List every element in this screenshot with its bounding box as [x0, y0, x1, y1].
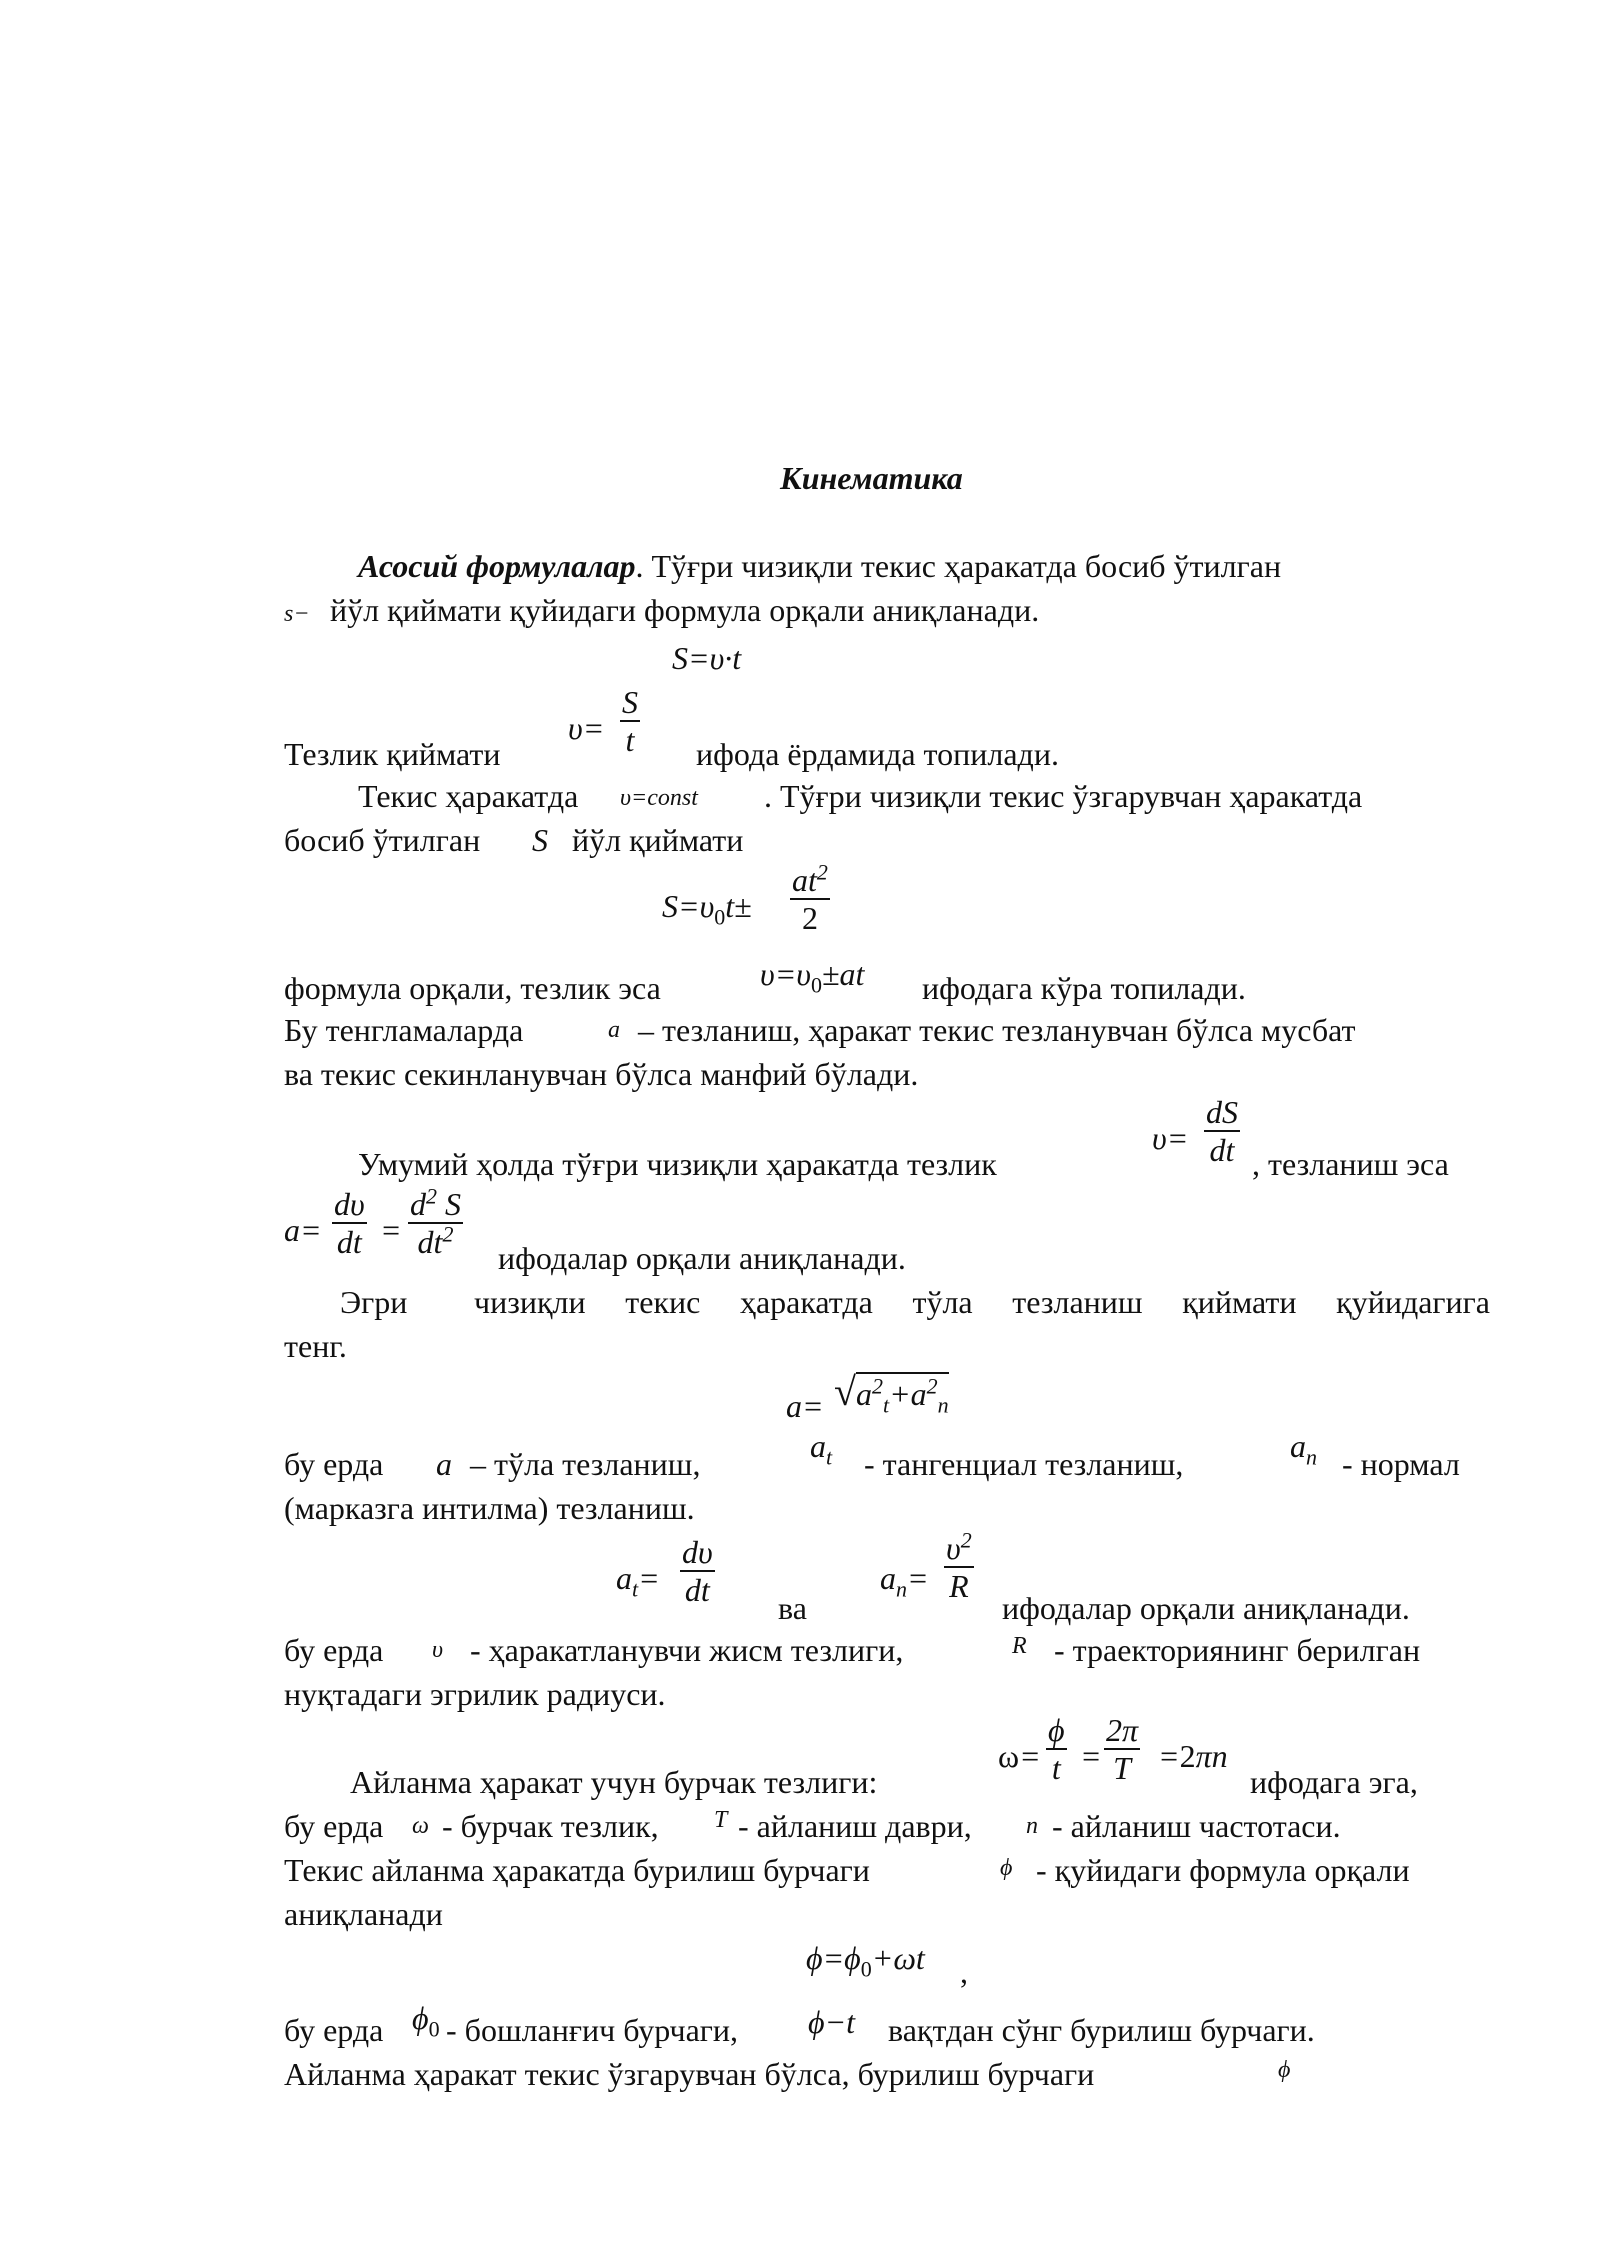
equation-speed-lhs: υ=: [568, 710, 605, 746]
paragraph-5-b: – тезланиш, ҳаракат текис тезланувчан бўлса мусбат: [638, 1012, 1356, 1048]
paragraph-11-a: Айланма ҳаракат учун бурчак тезлиги:: [350, 1764, 878, 1800]
equation-v-ds-dt-lhs: υ=: [1152, 1120, 1189, 1156]
paragraph-1: [358, 548, 1281, 584]
paragraph-12-d: - айланиш частотаси.: [1052, 1808, 1341, 1844]
paragraph-13-b: - қуйидаги формула орқали: [1036, 1852, 1410, 1888]
equation-omega-rhs: =2πn: [1158, 1738, 1228, 1774]
equation-accel-fraction-1: $\frac{d\upsilon}{dt}$: [334, 1186, 365, 1260]
symbol-T: T: [714, 1807, 728, 1833]
paragraph-8-b: – тўла тезланиш,: [470, 1446, 701, 1482]
paragraph-1-text: . Тўғри чизиқли текис ҳаракатда босиб ўтилган: [635, 548, 1282, 584]
conjunction-va: ва: [778, 1590, 807, 1626]
paragraph-10-a: бу ерда: [284, 1632, 384, 1668]
equation-phi-comma: ,: [960, 1954, 968, 1990]
equation-total-accel-lhs: a=: [786, 1388, 824, 1424]
paragraph-6-b: , тезланиш эса: [1252, 1146, 1449, 1182]
symbol-phi-t: ϕ−t: [808, 2004, 856, 2040]
paragraph-8-c: - тангенциал тезланиш,: [864, 1446, 1184, 1482]
paragraph-12-a: бу ерда: [284, 1808, 384, 1844]
equation-omega-lhs: ω=: [998, 1738, 1041, 1774]
equation-v-ds-dt-fraction: $\frac{dS}{dt}$: [1206, 1094, 1238, 1168]
paragraph-9-tail: ифодалар орқали аниқланади.: [1002, 1590, 1410, 1626]
paragraph-8-d: - нормал: [1342, 1446, 1460, 1482]
symbol-a-t: $a_t$: [810, 1428, 833, 1470]
speed-tail: ифода ёрдамида топилади.: [696, 736, 1059, 772]
equation-tangential-fraction: $\frac{d\upsilon}{dt}$: [682, 1534, 713, 1608]
page-title: Кинематика: [780, 460, 963, 496]
symbol-a-n: $a_n$: [1290, 1428, 1317, 1470]
symbol-omega: ω: [412, 1813, 429, 1839]
paragraph-12-b: - бурчак тезлик,: [442, 1808, 659, 1844]
equation-omega-fraction-1: $\frac{\phi}{t}$: [1048, 1712, 1065, 1786]
equation-phi: $\phi=\phi_0+\omega t$: [806, 1940, 925, 1982]
equation-tangential-lhs: $a_t=$: [616, 1560, 660, 1602]
symbol-n: n: [1026, 1813, 1038, 1839]
paragraph-11-b: ифодага эга,: [1250, 1764, 1418, 1800]
paragraph-12-c: - айланиш даври,: [738, 1808, 972, 1844]
const-formula: υ=const: [620, 785, 698, 811]
paragraph-8-line2: (марказга интилма) тезланиш.: [284, 1490, 695, 1526]
paragraph-14-a: бу ерда: [284, 2012, 384, 2048]
paragraph-7-a: Эгри: [340, 1284, 408, 1320]
paragraph-13-line2: аниқланади: [284, 1896, 443, 1932]
equation-omega-eq2: =: [1080, 1738, 1102, 1774]
equation-path: S=υ·t: [672, 640, 742, 676]
paragraph-14-c: вақтдан сўнг бурилиш бурчаги.: [888, 2012, 1315, 2048]
equation-omega-fraction-2: $\frac{2\pi}{T}$: [1106, 1712, 1139, 1786]
paragraph-4-a: формула орқали, тезлик эса: [284, 970, 661, 1006]
paragraph-10-line2: нуқтадаги эгрилик радиуси.: [284, 1676, 666, 1712]
paragraph-6-line2: ифодалар орқали аниқланади.: [498, 1240, 906, 1276]
equation-uniform-accel-fraction: $\frac{at^2}{2}$: [792, 859, 828, 936]
paragraph-8-a: бу ерда: [284, 1446, 384, 1482]
equation-accel-equals: =: [380, 1212, 402, 1248]
equation-velocity: $\upsilon=\upsilon_0\pm at$: [760, 956, 865, 998]
paragraph-4-b: ифодага кўра топилади.: [922, 970, 1246, 1006]
paragraph-5-line2: ва текис секинланувчан бўлса манфий бўлади.: [284, 1056, 919, 1092]
paragraph-1-line2: йўл қиймати қуйидаги формула орқали аниқланади.: [330, 592, 1040, 628]
paragraph-10-c: - траекториянинг берилган: [1054, 1632, 1421, 1668]
equation-normal-fraction: $\frac{\upsilon^2}{R}$: [946, 1527, 972, 1604]
paragraph-5-a: Бу тенгламаларда: [284, 1012, 524, 1048]
section-heading: Асосий формулалар: [358, 548, 636, 584]
s-symbol: s−: [284, 601, 310, 627]
paragraph-5-a-symbol: a: [608, 1017, 620, 1043]
paragraph-15: Айланма ҳаракат текис ўзгарувчан бўлса, бурилиш бурчаги: [284, 2056, 1095, 2092]
paragraph-3-S: S: [532, 822, 548, 858]
paragraph-13-a: Текис айланма ҳаракатда бурилиш бурчаги: [284, 1852, 870, 1888]
paragraph-8-a-symbol: a: [436, 1446, 452, 1482]
paragraph-10-b: - ҳаракатланувчи жисм тезлиги,: [470, 1632, 904, 1668]
equation-uniform-accel-lhs: $S=\upsilon_0t\pm$: [662, 888, 752, 930]
paragraph-6-a: Умумий ҳолда тўғри чизиқли ҳаракатда тезлик: [358, 1146, 997, 1182]
symbol-phi0: $\phi_0$: [412, 2000, 440, 2042]
equation-total-accel-root: $√a^2_t+a^2_n$: [834, 1369, 949, 1418]
paragraph-7-line2: тенг.: [284, 1328, 347, 1364]
symbol-phi-end: ϕ: [1278, 2057, 1291, 2083]
equation-speed-fraction: $\frac{S}{t}$: [622, 684, 638, 758]
paragraph-3-line2a: босиб ўтилган: [284, 822, 481, 858]
paragraph-14-b: - бошланғич бурчаги,: [446, 2012, 739, 2048]
symbol-R: R: [1012, 1633, 1027, 1659]
symbol-v: υ: [432, 1637, 444, 1663]
paragraph-3-rest: . Тўғри чизиқли текис ўзгарувчан ҳаракатда: [764, 778, 1363, 814]
paragraph-3-start: Текис ҳаракатда: [358, 778, 579, 814]
symbol-phi: ϕ: [1000, 1855, 1013, 1881]
paragraph-3-line2b: йўл қиймати: [572, 822, 744, 858]
equation-accel-lhs: a=: [284, 1212, 322, 1248]
speed-label: Тезлик қиймати: [284, 736, 501, 772]
paragraph-7-b: чизиқли текис ҳаракатда тўла тезланиш қиймати қуйидагига: [474, 1284, 1490, 1320]
equation-normal-lhs: $a_n=$: [880, 1560, 929, 1602]
equation-accel-fraction-2: $\frac{d^2 S}{dt^2}$: [410, 1183, 461, 1260]
